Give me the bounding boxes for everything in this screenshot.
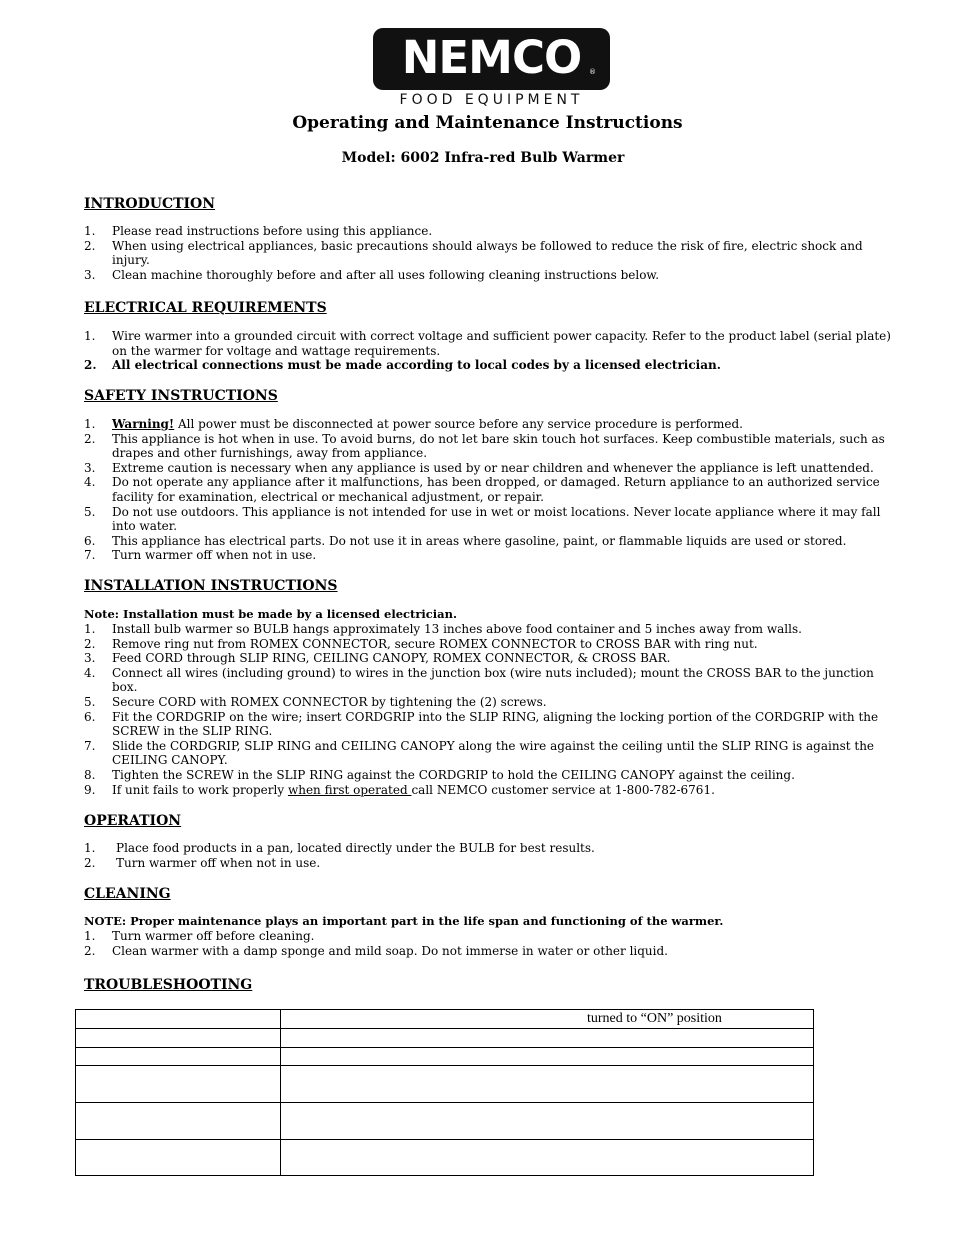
logo-brand: NEMCO xyxy=(401,31,582,84)
list-item: 2. All electrical connections must be made according to local codes by a licensed electrician. xyxy=(84,358,721,373)
troubleshooting-heading: TROUBLESHOOTING xyxy=(84,977,253,993)
list-item: 1. Wire warmer into a grounded circuit with correct voltage and sufficient power capacity. Refer to the product label (serial plate) on the warmer for voltage and wattage requirements. xyxy=(84,329,891,358)
table-cell: turned to “ON” position xyxy=(281,1010,814,1029)
table-cell xyxy=(76,1048,281,1066)
list-item: 2. Remove ring nut from ROMEX CONNECTOR, secure ROMEX CONNECTOR to CROSS BAR with ring nut. xyxy=(84,636,758,651)
cleaning-heading: CLEANING xyxy=(84,886,171,902)
list-item: 4. Connect all wires (including ground) to wires in the junction box (wire nuts included); mount the CROSS BAR to the junction box. xyxy=(84,665,874,695)
electrical-list xyxy=(84,329,900,373)
safety-list xyxy=(84,417,900,563)
list-item: 1. Warning! All power must be disconnected at power source before any service procedure is performed. xyxy=(84,417,743,431)
installation-heading: INSTALLATION INSTRUCTIONS xyxy=(84,578,338,594)
logo-tagline: FOOD EQUIPMENT xyxy=(399,92,584,108)
list-item: 6. Fit the CORDGRIP on the wire; insert CORDGRIP into the SLIP RING, aligning the locking portion of the CORDGRIP with the SCREW in the SLIP RING. xyxy=(84,709,879,739)
model-subtitle: Model: 6002 Infra-red Bulb Warmer xyxy=(341,150,625,166)
list-item: 5. Secure CORD with ROMEX CONNECTOR by tightening the (2) screws. xyxy=(84,694,547,709)
table-row xyxy=(76,1103,814,1140)
electrical-heading: ELECTRICAL REQUIREMENTS xyxy=(84,300,327,316)
table-row xyxy=(76,1029,814,1048)
table-cell xyxy=(76,1029,281,1048)
warning-label: Warning! xyxy=(112,417,175,431)
list-item: 1. Please read instructions before using this appliance. xyxy=(84,224,433,238)
list-item: 8. Tighten the SCREW in the SLIP RING against the CORDGRIP to hold the CEILING CANOPY against the ceiling. xyxy=(84,767,795,782)
cleaning-note: NOTE: Proper maintenance plays an important part in the life span and functioning of the warmer. xyxy=(84,914,724,928)
list-item: 1. Install bulb warmer so BULB hangs approximately 13 inches above food container and 5 inches away from walls. xyxy=(84,622,802,636)
table-cell xyxy=(76,1140,281,1176)
introduction-heading: INTRODUCTION xyxy=(84,196,216,212)
operation-heading: OPERATION xyxy=(84,813,182,829)
installation-list xyxy=(84,622,900,797)
list-item: 3. Feed CORD through SLIP RING, CEILING CANOPY, ROMEX CONNECTOR, & CROSS BAR. xyxy=(84,651,671,666)
table-cell xyxy=(281,1140,814,1176)
table-cell xyxy=(281,1103,814,1140)
table-cell xyxy=(281,1029,814,1048)
underlined-phrase: when first operated xyxy=(287,782,412,797)
list-item: 9. If unit fails to work properly when first operated call NEMCO customer service at 1-800-782-6761. xyxy=(84,782,715,797)
list-item: 1. Place food products in a pan, located directly under the BULB for best results. xyxy=(84,841,595,855)
safety-heading: SAFETY INSTRUCTIONS xyxy=(84,388,278,404)
operation-list xyxy=(84,841,900,870)
table-cell xyxy=(76,1103,281,1140)
table-row xyxy=(76,1048,814,1066)
list-item: 6. This appliance has electrical parts. Do not use it in areas where gasoline, paint, or flammable liquids are used or stored. xyxy=(84,533,847,548)
table-cell xyxy=(76,1066,281,1103)
table-cell xyxy=(76,1010,281,1029)
list-item: 2. This appliance is hot when in use. To avoid burns, do not let bare skin touch hot surfaces. Keep combustible materials, such as drapes and other furnishings, away from appliance. xyxy=(84,431,885,461)
nemco-logo xyxy=(373,28,610,90)
list-item: 2. Turn warmer off when not in use. xyxy=(84,855,321,870)
list-item: 1. Turn warmer off before cleaning. xyxy=(84,929,315,943)
cleaning-list xyxy=(84,929,900,958)
list-item: 2. When using electrical appliances, basic precautions should always be followed to reduce the risk of fire, electric shock and injury. xyxy=(84,238,863,268)
list-item: 3. Clean machine thoroughly before and after all uses following cleaning instructions below. xyxy=(84,267,660,282)
table-cell xyxy=(281,1066,814,1103)
introduction-list xyxy=(84,224,900,282)
list-item: 7. Turn warmer off when not in use. xyxy=(84,548,317,563)
list-item: 4. Do not operate any appliance after it malfunctions, has been dropped, or damaged. Return appliance to an authorized service facility for examination, electrical or mechanical adjustment, or repair. xyxy=(84,475,880,504)
table-row xyxy=(76,1010,814,1029)
document-title: Operating and Maintenance Instructions xyxy=(292,113,683,133)
list-item: 3. Extreme caution is necessary when any appliance is used by or near children and whenever the appliance is left unattended. xyxy=(84,460,874,475)
list-item: 2. Clean warmer with a damp sponge and mild soap. Do not immerse in water or other liquid. xyxy=(84,943,668,958)
table-row xyxy=(76,1066,814,1103)
logo-registered-mark: ® xyxy=(589,68,596,76)
installation-note: Note: Installation must be made by a licensed electrician. xyxy=(84,607,457,621)
troubleshooting-table xyxy=(75,1009,814,1176)
table-row xyxy=(76,1140,814,1176)
table-cell xyxy=(281,1048,814,1066)
list-item: 5. Do not use outdoors. This appliance is not intended for use in wet or moist locations. Never locate appliance where it may fall into water. xyxy=(84,504,881,534)
list-item: 7. Slide the CORDGRIP, SLIP RING and CEILING CANOPY along the wire against the ceiling until the SLIP RING is against the CEILING CANOPY. xyxy=(84,738,875,768)
